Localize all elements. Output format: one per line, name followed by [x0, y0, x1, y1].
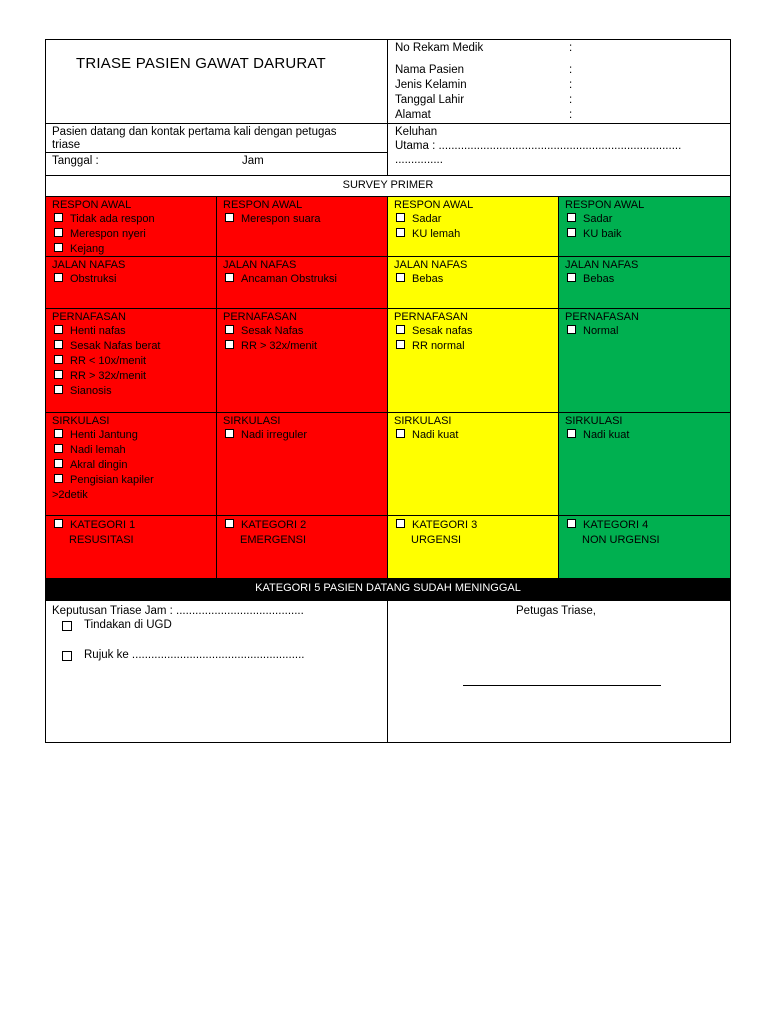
respon-checkbox[interactable] — [54, 243, 63, 252]
pernafasan-title-col3: PERNAFASAN — [394, 311, 468, 323]
cell-kategori-col1 — [46, 516, 217, 579]
kategori-4-checkbox[interactable] — [567, 519, 576, 528]
pernafasan-option-label: Sesak Nafas — [241, 325, 304, 337]
jalan-checkbox[interactable] — [396, 273, 405, 282]
header-bottom-line — [45, 123, 731, 124]
pernafasan-checkbox[interactable] — [54, 385, 63, 394]
kategori-1-checkbox[interactable] — [54, 519, 63, 528]
jalan-checkbox[interactable] — [567, 273, 576, 282]
kategori-2-option[interactable] — [225, 518, 306, 533]
pernafasan-option[interactable] — [567, 324, 618, 339]
keluhan-label: Keluhan — [395, 126, 438, 138]
jalan-option-label: Bebas — [412, 273, 444, 285]
respon-option-label: Sadar — [412, 213, 442, 225]
cell-pernafasan-col1 — [46, 309, 217, 413]
sirkulasi-checkbox[interactable] — [567, 429, 576, 438]
rujuk-label: Rujuk ke ...................................................... — [84, 649, 305, 661]
respon-checkbox[interactable] — [225, 213, 234, 222]
cell-sirkulasi-col4 — [559, 413, 730, 516]
respon-checkbox[interactable] — [54, 213, 63, 222]
field-no-rekam-medik: No Rekam Medik — [395, 42, 484, 54]
jalan-option[interactable] — [225, 272, 337, 287]
cell-kategori-col3 — [388, 516, 559, 579]
pernafasan-checkbox[interactable] — [54, 370, 63, 379]
cell-jalan-col2 — [217, 257, 388, 309]
contact-text-line2: triase — [52, 139, 81, 151]
cell-pernafasan-col3 — [388, 309, 559, 413]
respon-option[interactable] — [225, 212, 321, 227]
pernafasan-checkbox[interactable] — [54, 325, 63, 334]
cell-jalan-col3 — [388, 257, 559, 309]
sirkulasi-option-label: Henti Jantung — [70, 429, 138, 441]
sirkulasi-checkbox[interactable] — [54, 429, 63, 438]
respon-option[interactable] — [567, 227, 622, 242]
rujuk-option[interactable] — [62, 648, 72, 666]
respon-title-col4: RESPON AWAL — [565, 199, 645, 211]
pernafasan-checkbox[interactable] — [225, 325, 234, 334]
cell-pernafasan-col4 — [559, 309, 730, 413]
kategori-3-label: KATEGORI 3 — [412, 519, 478, 531]
contact-text-line1: Pasien datang dan kontak pertama kali dengan petugas — [52, 126, 337, 138]
tindakan-ugd-label: Tindakan di UGD — [84, 619, 172, 631]
sirkulasi-checkbox[interactable] — [225, 429, 234, 438]
keluhan-continuation: ............... — [395, 154, 443, 166]
jalan-checkbox[interactable] — [225, 273, 234, 282]
rujuk-checkbox[interactable] — [62, 651, 72, 661]
jalan-option[interactable] — [396, 272, 443, 287]
sirkulasi-option-label: Nadi kuat — [412, 429, 459, 441]
field-alamat-colon: : — [569, 109, 573, 121]
header-divider — [387, 39, 388, 175]
pernafasan-option-label: RR < 10x/menit — [70, 355, 147, 367]
sirkulasi-checkbox[interactable] — [54, 444, 63, 453]
respon-checkbox[interactable] — [396, 213, 405, 222]
pernafasan-checkbox[interactable] — [54, 340, 63, 349]
cell-respon-col3 — [388, 197, 559, 257]
pernafasan-checkbox[interactable] — [396, 340, 405, 349]
footer-divider — [387, 601, 388, 743]
pernafasan-checkbox[interactable] — [396, 325, 405, 334]
sirkulasi-option-label: Nadi kuat — [583, 429, 630, 441]
respon-option[interactable] — [567, 212, 612, 227]
triage-category-grid — [46, 197, 730, 579]
pernafasan-title-col4: PERNAFASAN — [565, 311, 639, 323]
respon-title-col2: RESPON AWAL — [223, 199, 303, 211]
jam-label: Jam — [242, 155, 264, 167]
pernafasan-option-label: RR normal — [412, 340, 465, 352]
respon-option-label: Merespon nyeri — [70, 228, 146, 240]
kategori-3-checkbox[interactable] — [396, 519, 405, 528]
kategori-4-subtitle: NON URGENSI — [582, 534, 660, 546]
cell-pernafasan-col2 — [217, 309, 388, 413]
respon-option-label: KU lemah — [412, 228, 461, 240]
jalan-title-col3: JALAN NAFAS — [394, 259, 468, 271]
kategori-2-label: KATEGORI 2 — [241, 519, 307, 531]
sirkulasi-option-label: Nadi irreguler — [241, 429, 308, 441]
field-nama-pasien: Nama Pasien — [395, 64, 465, 76]
tanggal-label: Tanggal : — [52, 155, 99, 167]
pernafasan-option[interactable] — [396, 339, 465, 354]
cell-kategori-col4 — [559, 516, 730, 579]
cell-sirkulasi-col2 — [217, 413, 388, 516]
respon-checkbox[interactable] — [54, 228, 63, 237]
sirkulasi-option-label: Nadi lemah — [70, 444, 126, 456]
respon-option-label: Kejang — [70, 243, 105, 255]
kategori-4-option[interactable] — [567, 518, 648, 533]
jalan-title-col1: JALAN NAFAS — [52, 259, 126, 271]
pernafasan-option-label: Sesak Nafas berat — [70, 340, 161, 352]
field-no-rekam-medik-colon: : — [569, 42, 573, 54]
kategori-5-bar — [46, 579, 730, 601]
kategori-4-label: KATEGORI 4 — [583, 519, 649, 531]
respon-checkbox[interactable] — [396, 228, 405, 237]
sirkulasi-title-col2: SIRKULASI — [223, 415, 281, 427]
jalan-option-label: Obstruksi — [70, 273, 117, 285]
cell-jalan-col4 — [559, 257, 730, 309]
signature-line — [463, 685, 661, 686]
kategori-2-subtitle: EMERGENSI — [240, 534, 307, 546]
cell-sirkulasi-col3 — [388, 413, 559, 516]
sirkulasi-option[interactable] — [54, 458, 127, 473]
respon-option[interactable] — [54, 242, 104, 257]
cell-respon-col4 — [559, 197, 730, 257]
kategori-1-label: KATEGORI 1 — [70, 519, 136, 531]
sirkulasi-option[interactable] — [54, 443, 126, 458]
respon-checkbox[interactable] — [567, 228, 576, 237]
pernafasan-option[interactable] — [54, 339, 161, 354]
sirkulasi-option[interactable] — [54, 473, 154, 488]
pernafasan-checkbox[interactable] — [54, 355, 63, 364]
sirkulasi-option[interactable] — [396, 428, 458, 443]
sirkulasi-checkbox[interactable] — [54, 459, 63, 468]
pernafasan-option-label: RR > 32x/menit — [70, 370, 147, 382]
pernafasan-title-col2: PERNAFASAN — [223, 311, 297, 323]
tanggal-divider — [45, 152, 387, 153]
sirkulasi-title-col3: SIRKULASI — [394, 415, 452, 427]
pernafasan-option-label: Sesak nafas — [412, 325, 473, 337]
respon-option[interactable] — [396, 227, 460, 242]
kategori-3-subtitle: URGENSI — [411, 534, 462, 546]
survey-primer-title: SURVEY PRIMER — [342, 179, 434, 191]
form-title: TRIASE PASIEN GAWAT DARURAT — [76, 55, 326, 72]
kategori-1-option[interactable] — [54, 518, 135, 533]
pernafasan-option[interactable] — [54, 369, 146, 384]
sirkulasi-option-label: Akral dingin — [70, 459, 128, 471]
jalan-option-label: Ancaman Obstruksi — [241, 273, 337, 285]
cell-jalan-col1 — [46, 257, 217, 309]
jalan-checkbox[interactable] — [54, 273, 63, 282]
sirkulasi-continuation-text: >2detik — [52, 489, 88, 501]
field-alamat: Alamat — [395, 109, 431, 121]
cell-sirkulasi-col1 — [46, 413, 217, 516]
petugas-triase-label: Petugas Triase, — [516, 605, 596, 617]
tindakan-ugd-checkbox[interactable] — [62, 621, 72, 631]
pernafasan-option[interactable] — [225, 339, 317, 354]
field-tanggal-lahir: Tanggal Lahir — [395, 94, 465, 106]
respon-option-label: KU baik — [583, 228, 622, 240]
kategori-2-checkbox[interactable] — [225, 519, 234, 528]
respon-option-label: Sadar — [583, 213, 613, 225]
keputusan-triase-jam: Keputusan Triase Jam : ........................................ — [52, 605, 304, 617]
sirkulasi-checkbox[interactable] — [54, 474, 63, 483]
respon-title-col1: RESPON AWAL — [52, 199, 132, 211]
field-jenis-kelamin-colon: : — [569, 79, 573, 91]
pernafasan-option-label: Normal — [583, 325, 619, 337]
pernafasan-option[interactable] — [54, 354, 146, 369]
field-nama-pasien-colon: : — [569, 64, 573, 76]
sirkulasi-option-label: Pengisian kapiler — [70, 474, 154, 486]
kategori-3-option[interactable] — [396, 518, 477, 533]
pernafasan-option[interactable] — [54, 324, 126, 339]
pernafasan-option[interactable] — [396, 324, 473, 339]
jalan-option[interactable] — [54, 272, 116, 287]
kategori-5-label: KATEGORI 5 PASIEN DATANG SUDAH MENINGGAL — [255, 582, 521, 594]
sirkulasi-title-col1: SIRKULASI — [52, 415, 110, 427]
pernafasan-option-label: RR > 32x/menit — [241, 340, 318, 352]
pernafasan-title-col1: PERNAFASAN — [52, 311, 126, 323]
jalan-title-col4: JALAN NAFAS — [565, 259, 639, 271]
pernafasan-checkbox[interactable] — [225, 340, 234, 349]
jalan-option-label: Bebas — [583, 273, 615, 285]
field-tanggal-lahir-colon: : — [569, 94, 573, 106]
pernafasan-option[interactable] — [54, 384, 112, 399]
sirkulasi-option[interactable] — [54, 428, 138, 443]
sirkulasi-option[interactable] — [567, 428, 629, 443]
keluhan-utama: Utama : ............................................................................ — [395, 140, 682, 152]
respon-option[interactable] — [54, 212, 155, 227]
tindakan-ugd-option[interactable] — [62, 618, 72, 636]
respon-checkbox[interactable] — [567, 213, 576, 222]
pernafasan-option-label: Sianosis — [70, 385, 112, 397]
respon-option-label: Merespon suara — [241, 213, 321, 225]
pernafasan-option-label: Henti nafas — [70, 325, 126, 337]
kategori-1-subtitle: RESUSITASI — [69, 534, 134, 546]
sirkulasi-checkbox[interactable] — [396, 429, 405, 438]
jalan-title-col2: JALAN NAFAS — [223, 259, 297, 271]
respon-title-col3: RESPON AWAL — [394, 199, 474, 211]
respon-option-label: Tidak ada respon — [70, 213, 155, 225]
pernafasan-checkbox[interactable] — [567, 325, 576, 334]
sirkulasi-title-col4: SIRKULASI — [565, 415, 623, 427]
pernafasan-option[interactable] — [225, 324, 303, 339]
cell-respon-col1 — [46, 197, 217, 257]
cell-respon-col2 — [217, 197, 388, 257]
respon-option[interactable] — [54, 227, 146, 242]
cell-kategori-col2 — [217, 516, 388, 579]
sirkulasi-option[interactable] — [225, 428, 307, 443]
field-jenis-kelamin: Jenis Kelamin — [395, 79, 467, 91]
jalan-option[interactable] — [567, 272, 614, 287]
respon-option[interactable] — [396, 212, 441, 227]
